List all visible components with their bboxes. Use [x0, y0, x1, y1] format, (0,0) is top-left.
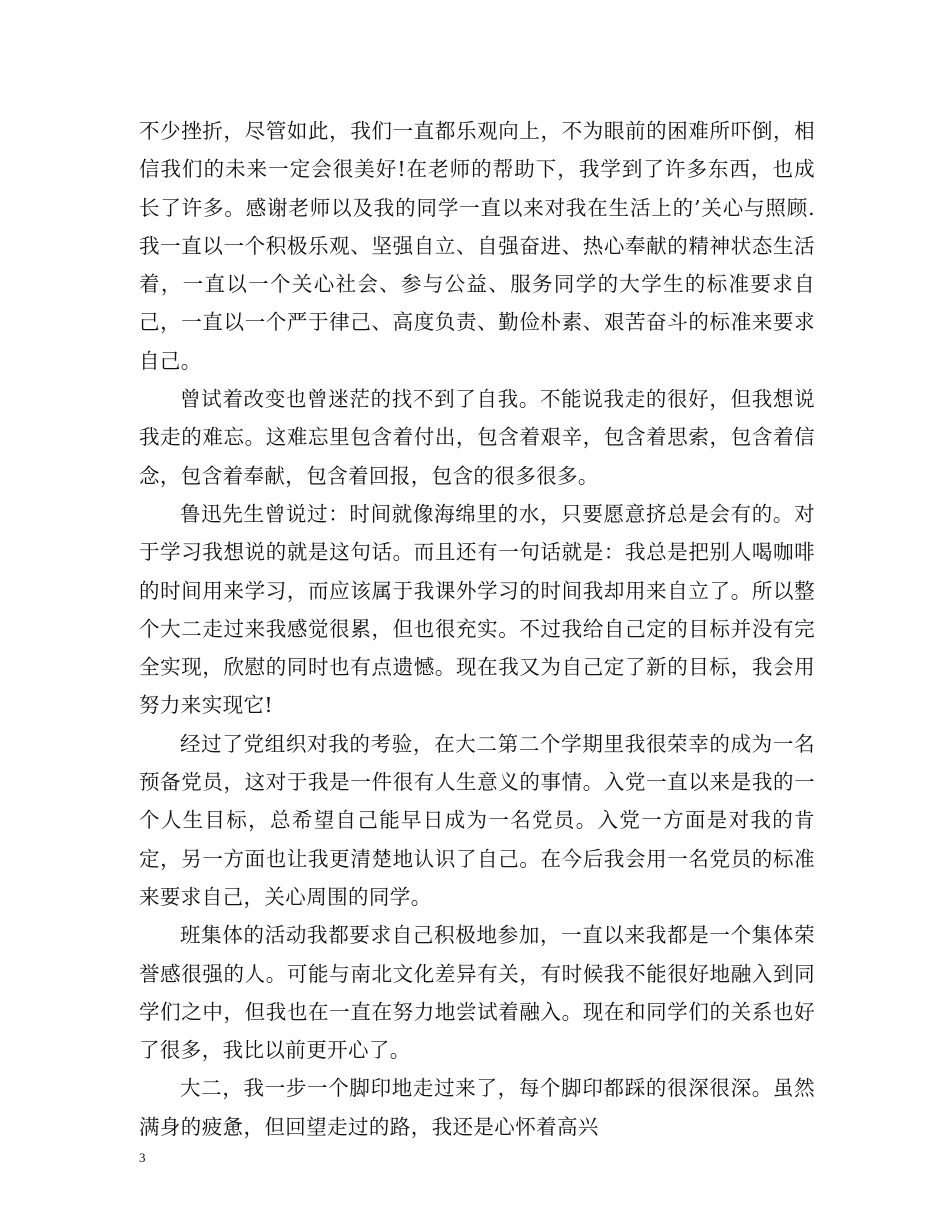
- body-text: [139, 112, 815, 1146]
- paragraph-5: 班集体的活动我都要求自己积极地参加，一直以来我都是一个集体荣誉感很强的人。可能与南北文化差异有关，有时候我不能很好地融入到同学们之中，但我也在一直在努力地尝试着融入。现在和同学们的关系也好了很多，我比以前更开心了。: [139, 923, 815, 1063]
- paragraph-2: 曾试着改变也曾迷茫的找不到了自我。不能说我走的很好，但我想说我走的难忘。这难忘里包含着付出，包含着艰辛，包含着思索，包含着信念，包含着奉献，包含着回报，包含的很多很多。: [139, 387, 815, 488]
- paragraph-1: 不少挫折，尽管如此，我们一直都乐观向上，不为眼前的困难所吓倒，相信我们的未来一定会很美好!在老师的帮助下，我学到了许多东西，也成长了许多。感谢老师以及我的同学一直以来对我在生活上的’关心与照顾.我一直以一个积极乐观、坚强自立、自强奋进、热心奉献的精神状态生活着，一直以一个关心社会、参与公益、服务同学的大学生的标准要求自己，一直以一个严于律己、高度负责、勤俭朴素、艰苦奋斗的标准来要求自己。: [139, 119, 815, 373]
- page-number: 3: [139, 1150, 146, 1165]
- paragraph-6: 大二，我一步一个脚印地走过来了，每个脚印都踩的很深很深。虽然满身的疲惫，但回望走过的路，我还是心怀着高兴: [139, 1076, 815, 1139]
- paragraph-4: 经过了党组织对我的考验，在大二第二个学期里我很荣幸的成为一名预备党员，这对于我是一件很有人生意义的事情。入党一直以来是我的一个人生目标，总希望自己能早日成为一名党员。入党一方面是对我的肯定，另一方面也让我更清楚地认识了自己。在今后我会用一名党员的标准来要求自己，关心周围的同学。: [139, 731, 815, 909]
- paragraph-3: 鲁迅先生曾说过：时间就像海绵里的水，只要愿意挤总是会有的。对于学习我想说的就是这句话。而且还有一句话就是：我总是把别人喝咖啡的时间用来学习，而应该属于我课外学习的时间我却用来自立了。所以整个大二走过来我感觉很累，但也很充实。不过我给自己定的目标并没有完全实现，欣慰的同时也有点遗憾。现在我又为自己定了新的目标，我会用努力来实现它!: [139, 501, 815, 718]
